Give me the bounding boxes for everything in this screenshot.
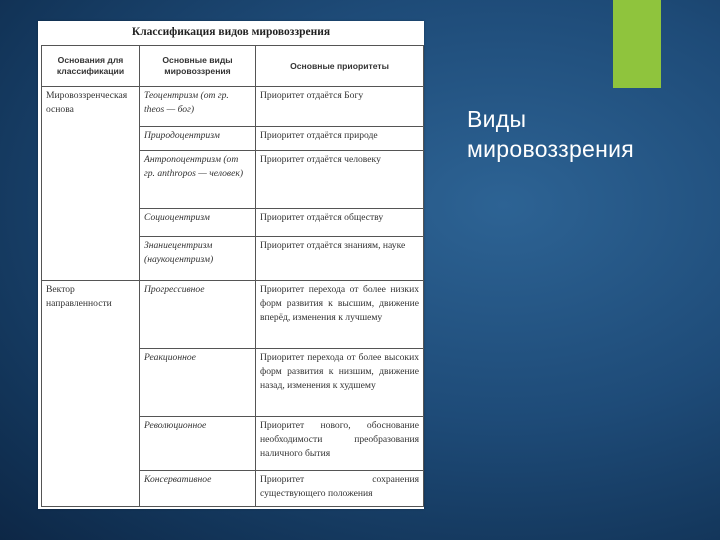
type-cell: Реакционное (140, 349, 256, 417)
basis-cell: Вектор направленности (42, 281, 140, 507)
type-cell: Прогрессивное (140, 281, 256, 349)
priority-cell: Приоритет перехода от более низких форм развития к высшим, движение вперёд, изменения к лучшему (256, 281, 424, 349)
type-cell: Консервативное (140, 471, 256, 507)
type-cell: Знаниецентризм (наукоцентризм) (140, 237, 256, 281)
slide-title-line-2: мировоззрения (467, 136, 635, 162)
table-row (42, 87, 424, 127)
type-cell: Социоцентризм (140, 209, 256, 237)
table-row (42, 281, 424, 349)
priority-cell: Приоритет отдаётся знаниям, науке (256, 237, 424, 281)
type-cell: Антропоцентризм (от гр. anthropos — человек) (140, 151, 256, 209)
basis-cell: Мировоззренческая основа (42, 87, 140, 281)
type-cell: Природоцентризм (140, 127, 256, 151)
type-cell: Теоцентризм (от гр. theos — бог) (140, 87, 256, 127)
type-cell: Революционное (140, 417, 256, 471)
accent-bar (613, 0, 661, 88)
table-header-row (42, 46, 424, 87)
priority-cell: Приоритет перехода от более высоких форм развития к низшим, движение назад, изменения к худшему (256, 349, 424, 417)
header-basis: Основания для классификации (42, 46, 140, 87)
priority-cell: Приоритет отдаётся природе (256, 127, 424, 151)
priority-cell: Приоритет сохранения существующего положения (256, 471, 424, 507)
classification-table (41, 45, 424, 507)
priority-cell: Приоритет отдаётся Богу (256, 87, 424, 127)
header-types: Основные виды мировоззрения (140, 46, 256, 87)
priority-cell: Приоритет отдаётся обществу (256, 209, 424, 237)
slide-title-line-1: Виды (467, 106, 527, 132)
priority-cell: Приоритет отдаётся человеку (256, 151, 424, 209)
header-priorities: Основные приоритеты (256, 46, 424, 87)
priority-cell: Приоритет нового, обоснование необходимости преобразования наличного бытия (256, 417, 424, 471)
slide-title (467, 104, 712, 164)
document-image (38, 21, 424, 509)
document-title: Классификация видов мировоззрения (131, 26, 331, 38)
